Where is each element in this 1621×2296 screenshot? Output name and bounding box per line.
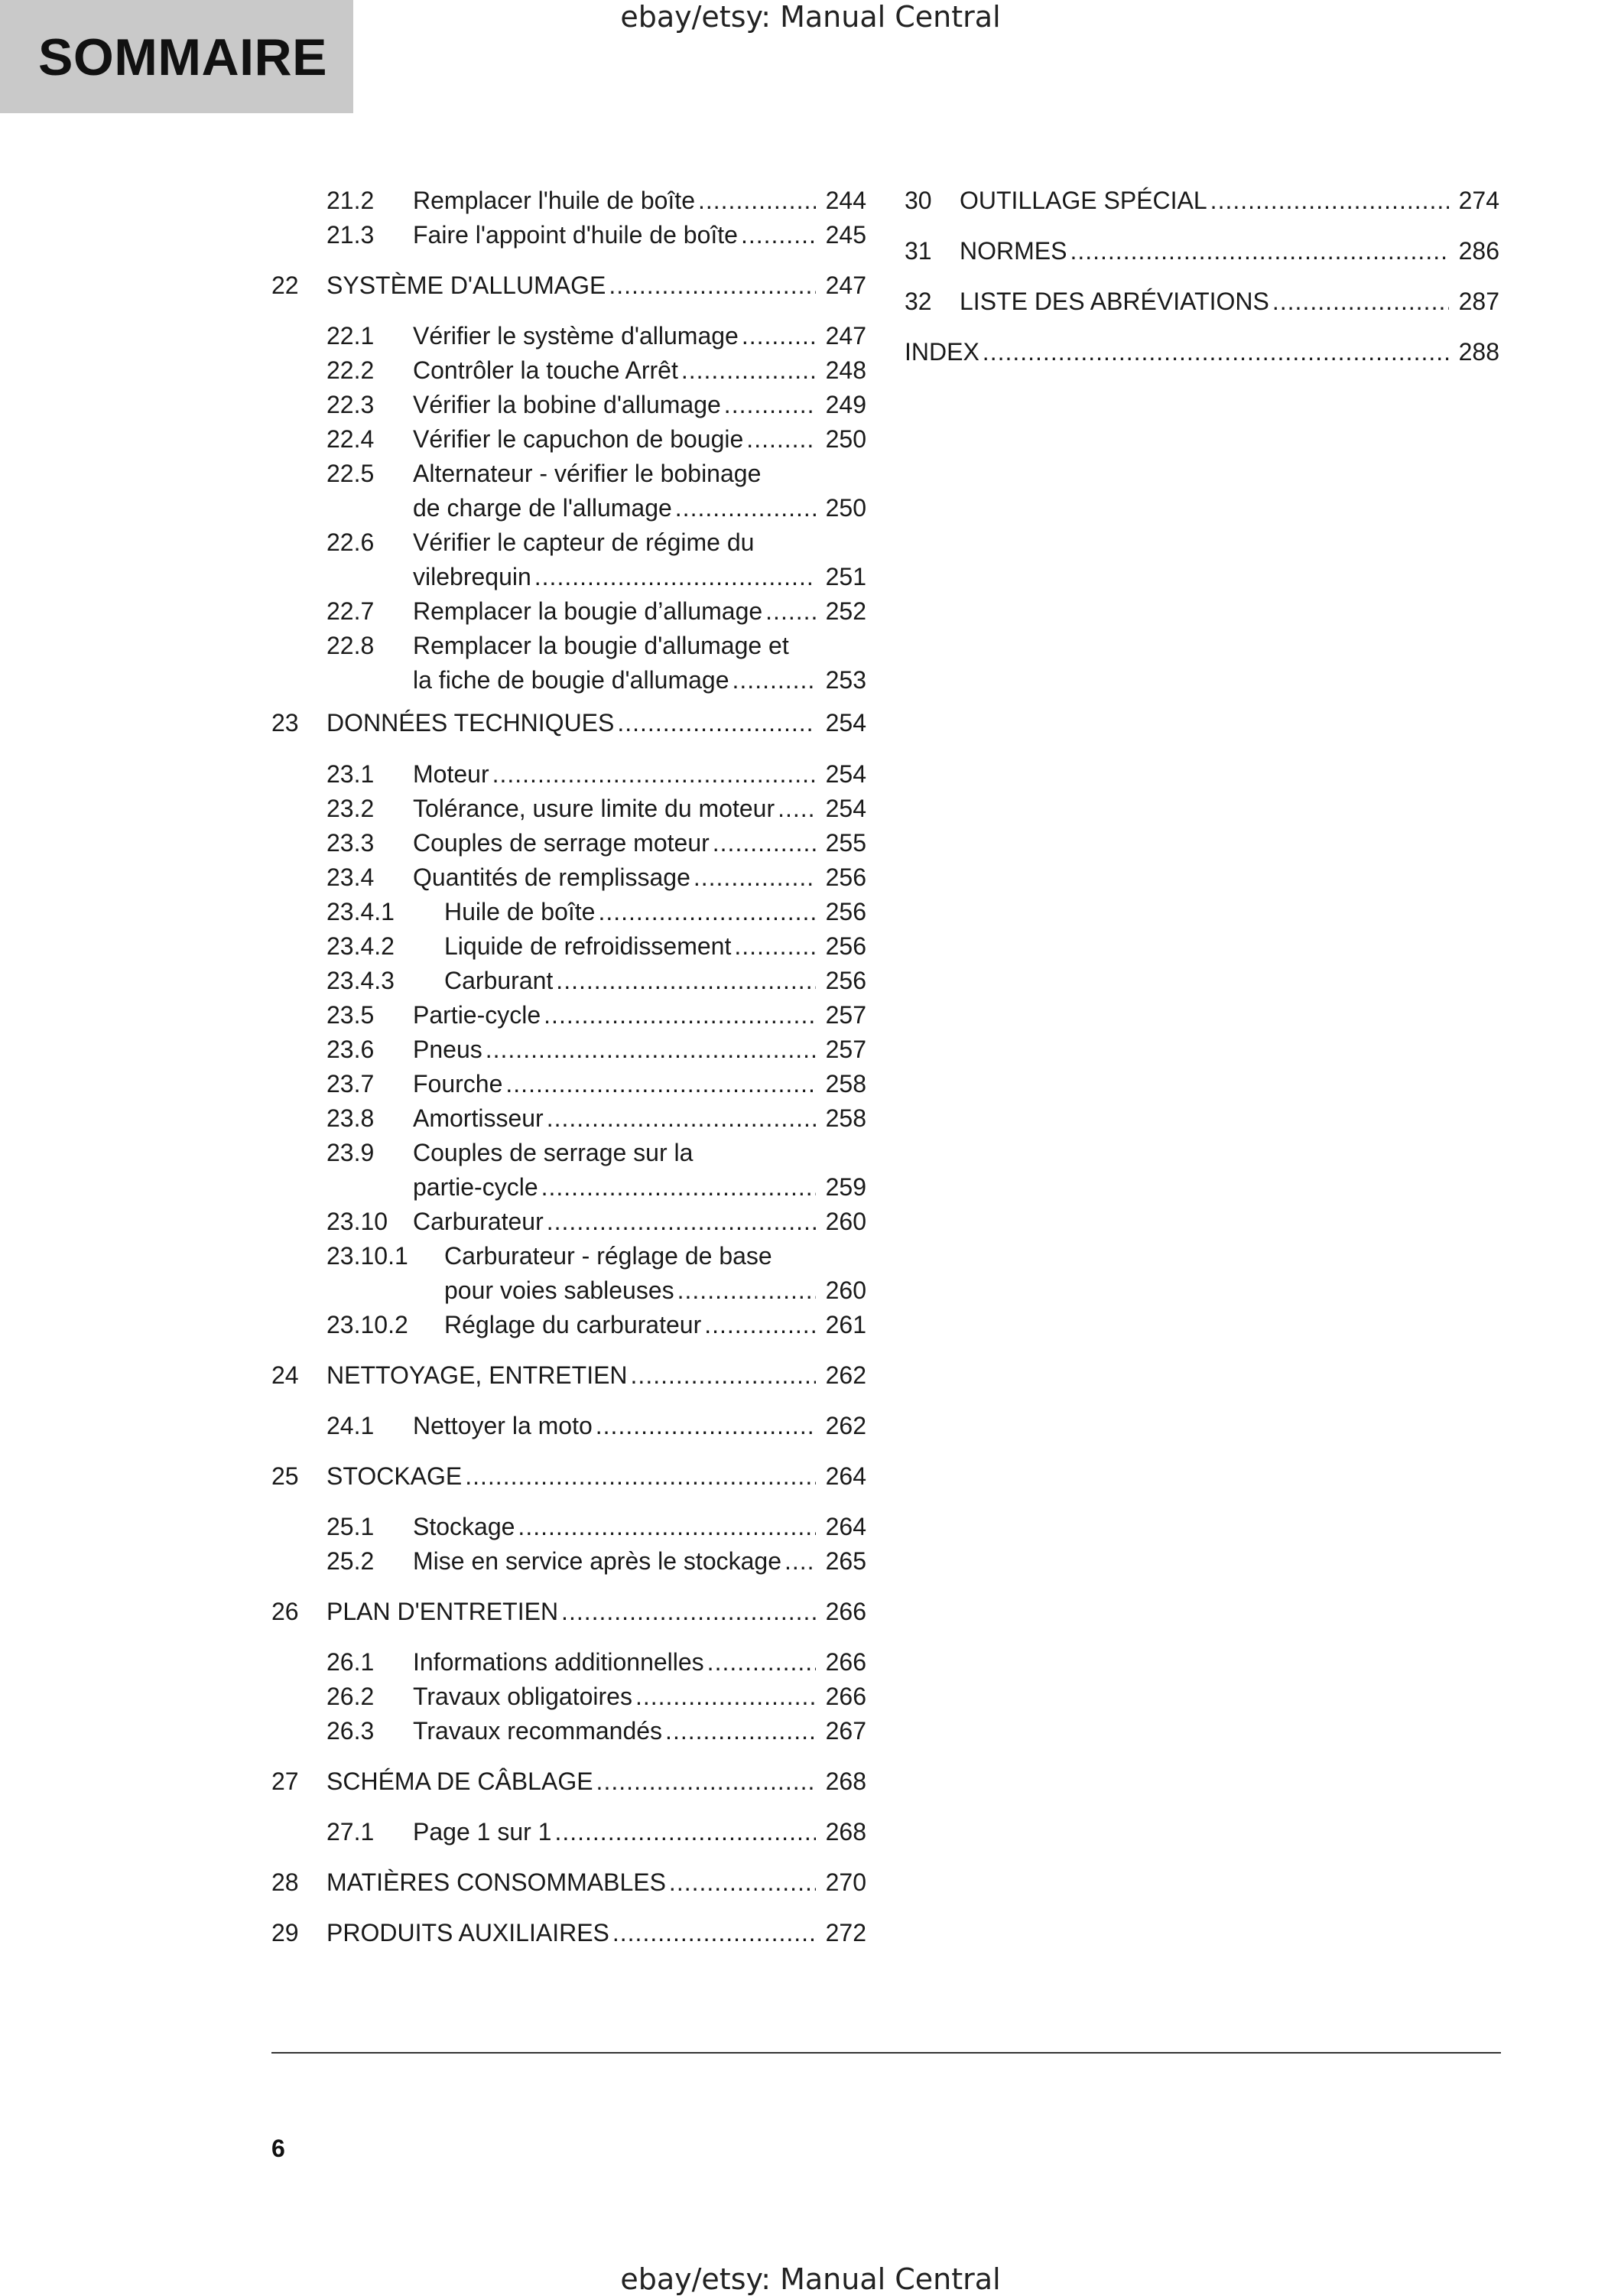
toc-entry-number: 25.1 bbox=[326, 1513, 375, 1540]
toc-entry-title-area bbox=[444, 1239, 866, 1308]
toc-entry-title: Réglage du carburateur bbox=[444, 1311, 702, 1338]
dot-leader bbox=[505, 1067, 816, 1101]
footer-watermark: ebay/etsy: Manual Central bbox=[620, 2262, 1001, 2296]
dot-leader bbox=[707, 1645, 816, 1680]
toc-entry-number: 26.2 bbox=[326, 1683, 375, 1710]
toc-entry-number: 23.5 bbox=[326, 1001, 375, 1029]
dot-leader bbox=[1210, 184, 1449, 218]
toc-entry-line bbox=[413, 1645, 866, 1680]
toc-entry-number: 23.2 bbox=[326, 795, 375, 822]
toc-entry-title-area bbox=[444, 1308, 866, 1342]
toc-entry-page: 257 bbox=[825, 1036, 866, 1063]
toc-entry-title-area bbox=[326, 706, 866, 740]
toc-entry-title-area bbox=[413, 1067, 866, 1101]
toc-entry-title-area bbox=[413, 1033, 866, 1067]
toc-entry-line bbox=[444, 1273, 866, 1308]
toc-entry-title-area bbox=[413, 757, 866, 792]
toc-entry-page: 265 bbox=[825, 1547, 866, 1575]
dot-leader bbox=[547, 1205, 816, 1239]
toc-entry-page: 266 bbox=[825, 1598, 866, 1625]
toc-entry-title-area bbox=[413, 457, 866, 525]
toc-entry-line bbox=[326, 1916, 866, 1950]
dot-leader bbox=[675, 491, 816, 525]
toc-entry-title-area bbox=[413, 353, 866, 388]
toc-entry-page: 272 bbox=[825, 1919, 866, 1946]
toc-entry-title-area bbox=[326, 1595, 866, 1629]
toc-entry-title-area bbox=[960, 285, 1499, 319]
dot-leader bbox=[609, 268, 816, 303]
dot-leader bbox=[785, 1544, 816, 1579]
dot-leader bbox=[724, 388, 816, 422]
dot-leader bbox=[554, 1815, 816, 1849]
dot-leader bbox=[631, 1358, 816, 1393]
toc-entry-line bbox=[413, 860, 866, 895]
dot-leader bbox=[742, 319, 816, 353]
toc-entry-line bbox=[413, 1815, 866, 1849]
toc-entry-title: Contrôler la touche Arrêt bbox=[413, 356, 678, 384]
toc-entry-page: 256 bbox=[825, 898, 866, 925]
toc-entry-line bbox=[413, 1170, 866, 1205]
dot-leader bbox=[596, 1409, 816, 1443]
dot-leader bbox=[612, 1916, 816, 1950]
toc-entry-number: 26 bbox=[271, 1598, 299, 1625]
toc-entry-title: Tolérance, usure limite du moteur bbox=[413, 795, 775, 822]
dot-leader bbox=[465, 1459, 816, 1494]
toc-entry-page: 259 bbox=[825, 1173, 866, 1201]
toc-entry-line bbox=[326, 706, 866, 740]
toc-entry-page: 268 bbox=[825, 1768, 866, 1795]
dot-leader bbox=[665, 1714, 816, 1748]
toc-entry-number: 24.1 bbox=[326, 1412, 375, 1439]
toc-entry-title-area bbox=[413, 792, 866, 826]
toc-entry-number: 30 bbox=[905, 187, 932, 214]
toc-entry-line bbox=[444, 964, 866, 998]
toc-entry-page: 250 bbox=[825, 425, 866, 453]
toc-entry-line bbox=[413, 1101, 866, 1136]
toc-entry-title-area bbox=[413, 422, 866, 457]
toc-entry-number: 23.10.1 bbox=[326, 1242, 408, 1270]
toc-entry-title: Amortisseur bbox=[413, 1104, 544, 1132]
toc-entry-page: 287 bbox=[1458, 288, 1499, 315]
toc-entry-page: 248 bbox=[825, 356, 866, 384]
toc-entry-title-area bbox=[413, 319, 866, 353]
toc-entry-page: 254 bbox=[825, 795, 866, 822]
toc-entry-title-area bbox=[413, 998, 866, 1033]
toc-entry-number: 23.4.1 bbox=[326, 898, 395, 925]
toc-entry-number: 23 bbox=[271, 709, 299, 737]
dot-leader bbox=[677, 1273, 816, 1308]
toc-entry-title: Quantités de remplissage bbox=[413, 863, 690, 891]
toc-entry-title: Vérifier le capteur de régime du bbox=[413, 528, 755, 556]
toc-entry-page: 257 bbox=[825, 1001, 866, 1029]
dot-leader bbox=[765, 594, 816, 629]
toc-entry-title-area bbox=[413, 1409, 866, 1443]
toc-entry-page: 258 bbox=[825, 1104, 866, 1132]
dot-leader bbox=[983, 335, 1449, 369]
toc-entry-page: 267 bbox=[825, 1717, 866, 1745]
toc-entry-page: 256 bbox=[825, 932, 866, 960]
toc-entry-line bbox=[413, 629, 866, 663]
toc-entry-line bbox=[413, 1714, 866, 1748]
toc-entry-page: 274 bbox=[1458, 187, 1499, 214]
toc-entry-title-area bbox=[413, 184, 866, 218]
toc-entry-number: 23.10 bbox=[326, 1208, 388, 1235]
toc-entry-title-area bbox=[413, 218, 866, 252]
toc-entry-number: 23.4.2 bbox=[326, 932, 395, 960]
toc-entry-title: PRODUITS AUXILIAIRES bbox=[326, 1919, 609, 1946]
toc-entry-number: 22.2 bbox=[326, 356, 375, 384]
toc-entry-number: 25 bbox=[271, 1462, 299, 1490]
toc-entry-page: 262 bbox=[825, 1412, 866, 1439]
toc-entry-title-area bbox=[326, 1459, 866, 1494]
dot-leader bbox=[596, 1764, 816, 1799]
dot-leader bbox=[698, 184, 816, 218]
dot-leader bbox=[617, 706, 816, 740]
toc-entry-page: 254 bbox=[825, 709, 866, 737]
toc-entry-title: STOCKAGE bbox=[326, 1462, 463, 1490]
toc-entry-line bbox=[326, 1358, 866, 1393]
toc-entry-title: Couples de serrage sur la bbox=[413, 1139, 694, 1166]
toc-entry-page: 266 bbox=[825, 1683, 866, 1710]
toc-entry-line bbox=[413, 826, 866, 860]
toc-entry-page: 288 bbox=[1458, 338, 1499, 366]
toc-entry-page: 254 bbox=[825, 760, 866, 788]
toc-entry-page: 251 bbox=[825, 563, 866, 590]
dot-leader bbox=[713, 826, 816, 860]
toc-entry-page: 255 bbox=[825, 829, 866, 857]
toc-entry-line bbox=[413, 1033, 866, 1067]
toc-entry-number: 23.1 bbox=[326, 760, 375, 788]
toc-entry-title-area bbox=[413, 1101, 866, 1136]
toc-entry-line bbox=[444, 1308, 866, 1342]
dot-leader bbox=[704, 1308, 816, 1342]
toc-entry-title: de charge de l'allumage bbox=[413, 494, 672, 522]
toc-entry-title: NORMES bbox=[960, 237, 1067, 265]
toc-entry-title-area bbox=[413, 1714, 866, 1748]
toc-entry-title-area bbox=[326, 1764, 866, 1799]
toc-entry-line bbox=[413, 1409, 866, 1443]
toc-entry-number: 24 bbox=[271, 1361, 299, 1389]
footer-divider bbox=[271, 2052, 1501, 2054]
dot-leader bbox=[681, 353, 816, 388]
toc-entry-number: 21.3 bbox=[326, 221, 375, 249]
toc-entry-title: Faire l'appoint d'huile de boîte bbox=[413, 221, 738, 249]
toc-entry-title-area bbox=[444, 895, 866, 929]
toc-entry-title-area bbox=[444, 964, 866, 998]
toc-entry-line bbox=[413, 998, 866, 1033]
toc-entry-title: Travaux obligatoires bbox=[413, 1683, 632, 1710]
toc-entry-title-area bbox=[326, 1865, 866, 1900]
dot-leader bbox=[556, 964, 816, 998]
toc-entry-number: 22.6 bbox=[326, 528, 375, 556]
toc-entry-line bbox=[413, 388, 866, 422]
toc-entry-line bbox=[905, 335, 1499, 369]
toc-entry-page: 261 bbox=[825, 1311, 866, 1338]
toc-entry-line bbox=[413, 663, 866, 698]
toc-entry-title-area bbox=[413, 1815, 866, 1849]
toc-entry-line bbox=[413, 457, 866, 491]
dot-leader bbox=[733, 663, 816, 698]
dot-leader bbox=[492, 757, 816, 792]
toc-entry-title: Huile de boîte bbox=[444, 898, 596, 925]
toc-entry-title-area bbox=[326, 268, 866, 303]
toc-entry-number: 23.10.2 bbox=[326, 1311, 408, 1338]
toc-entry-title: NETTOYAGE, ENTRETIEN bbox=[326, 1361, 628, 1389]
toc-entry-title: Carburateur - réglage de base bbox=[444, 1242, 772, 1270]
toc-entry-number: 29 bbox=[271, 1919, 299, 1946]
toc-entry-number: 27 bbox=[271, 1768, 299, 1795]
dot-leader bbox=[635, 1680, 816, 1714]
toc-entry-page: 247 bbox=[825, 272, 866, 299]
toc-entry-line bbox=[413, 491, 866, 525]
toc-entry-title: Informations additionnelles bbox=[413, 1648, 704, 1676]
toc-entry-title: Vérifier le système d'allumage bbox=[413, 322, 739, 350]
toc-entry-title-area bbox=[905, 335, 1499, 369]
toc-entry-title: Moteur bbox=[413, 760, 489, 788]
toc-entry-title: Partie-cycle bbox=[413, 1001, 541, 1029]
dot-leader bbox=[518, 1510, 816, 1544]
toc-entry-number: 22 bbox=[271, 272, 299, 299]
toc-entry-title: vilebrequin bbox=[413, 563, 531, 590]
toc-entry-number: 26.1 bbox=[326, 1648, 375, 1676]
toc-entry-page: 245 bbox=[825, 221, 866, 249]
toc-entry-page: 286 bbox=[1458, 237, 1499, 265]
toc-entry-title-area bbox=[444, 929, 866, 964]
toc-entry-page: 256 bbox=[825, 863, 866, 891]
toc-entry-title-area bbox=[413, 1544, 866, 1579]
toc-entry-number: 28 bbox=[271, 1868, 299, 1896]
toc-entry-number: 22.8 bbox=[326, 632, 375, 659]
toc-entry-line bbox=[413, 1136, 866, 1170]
dot-leader bbox=[541, 1170, 816, 1205]
toc-entry-title: Remplacer la bougie d’allumage bbox=[413, 597, 763, 625]
toc-entry-line bbox=[413, 594, 866, 629]
dot-leader bbox=[741, 218, 816, 252]
toc-entry-page: 270 bbox=[825, 1868, 866, 1896]
toc-entry-title: INDEX bbox=[905, 338, 979, 366]
toc-entry-number: 23.4.3 bbox=[326, 967, 395, 994]
toc-entry-page: 264 bbox=[825, 1513, 866, 1540]
toc-entry-page: 247 bbox=[825, 322, 866, 350]
header-watermark: ebay/etsy: Manual Central bbox=[620, 0, 1001, 34]
dot-leader bbox=[746, 422, 816, 457]
toc-entry-line bbox=[413, 218, 866, 252]
dot-leader bbox=[694, 860, 816, 895]
toc-entry-line bbox=[413, 422, 866, 457]
dot-leader bbox=[778, 792, 816, 826]
toc-entry-line bbox=[413, 757, 866, 792]
toc-entry-number: 23.8 bbox=[326, 1104, 375, 1132]
toc-entry-number: 25.2 bbox=[326, 1547, 375, 1575]
toc-entry-page: 262 bbox=[825, 1361, 866, 1389]
toc-entry-title-area bbox=[960, 184, 1499, 218]
toc-entry-title: DONNÉES TECHNIQUES bbox=[326, 709, 615, 737]
toc-entry-number: 22.4 bbox=[326, 425, 375, 453]
toc-entry-title: Stockage bbox=[413, 1513, 515, 1540]
toc-entry-title-area bbox=[413, 388, 866, 422]
toc-entry-line bbox=[413, 1510, 866, 1544]
toc-entry-page: 260 bbox=[825, 1208, 866, 1235]
toc-entry-line bbox=[444, 895, 866, 929]
toc-entry-number: 23.4 bbox=[326, 863, 375, 891]
toc-entry-title: LISTE DES ABRÉVIATIONS bbox=[960, 288, 1269, 315]
toc-entry-title-area bbox=[413, 826, 866, 860]
toc-entry-page: 260 bbox=[825, 1276, 866, 1304]
dot-leader bbox=[534, 560, 816, 594]
toc-entry-title: Mise en service après le stockage bbox=[413, 1547, 781, 1575]
toc-entry-number: 32 bbox=[905, 288, 932, 315]
toc-entry-line bbox=[413, 1680, 866, 1714]
toc-entry-line bbox=[326, 1459, 866, 1494]
toc-entry-page: 249 bbox=[825, 391, 866, 418]
toc-entry-line bbox=[413, 560, 866, 594]
toc-entry-line bbox=[413, 1544, 866, 1579]
toc-entry-line bbox=[413, 184, 866, 218]
toc-entry-title-area bbox=[413, 594, 866, 629]
toc-entry-page: 252 bbox=[825, 597, 866, 625]
toc-entry-title-area bbox=[326, 1916, 866, 1950]
dot-leader bbox=[561, 1595, 816, 1629]
toc-entry-title: OUTILLAGE SPÉCIAL bbox=[960, 187, 1207, 214]
toc-entry-title: Nettoyer la moto bbox=[413, 1412, 593, 1439]
toc-entry-line bbox=[444, 1239, 866, 1273]
dot-leader bbox=[669, 1865, 816, 1900]
toc-entry-line bbox=[413, 525, 866, 560]
toc-entry-number: 26.3 bbox=[326, 1717, 375, 1745]
toc-entry-title-area bbox=[960, 234, 1499, 268]
toc-entry-line bbox=[326, 268, 866, 303]
toc-entry-page: 264 bbox=[825, 1462, 866, 1490]
toc-entry-line bbox=[326, 1865, 866, 1900]
dot-leader bbox=[544, 998, 816, 1033]
toc-entry-title: Carburant bbox=[444, 967, 554, 994]
dot-leader bbox=[598, 895, 816, 929]
toc-entry-line bbox=[413, 1067, 866, 1101]
toc-entry-title-area bbox=[413, 1680, 866, 1714]
toc-entry-page: 250 bbox=[825, 494, 866, 522]
toc-entry-title-area bbox=[413, 1645, 866, 1680]
toc-entry-number: 27.1 bbox=[326, 1818, 375, 1846]
toc-entry-line bbox=[960, 184, 1499, 218]
toc-entry-number: 23.6 bbox=[326, 1036, 375, 1063]
toc-entry-title: PLAN D'ENTRETIEN bbox=[326, 1598, 559, 1625]
toc-entry-title: Remplacer l'huile de boîte bbox=[413, 187, 695, 214]
toc-entry-page: 268 bbox=[825, 1818, 866, 1846]
toc-entry-title-area bbox=[413, 629, 866, 698]
toc-entry-title: Page 1 sur 1 bbox=[413, 1818, 552, 1846]
toc-entry-title: Alternateur - vérifier le bobinage bbox=[413, 460, 762, 487]
toc-entry-line bbox=[413, 792, 866, 826]
toc-entry-line bbox=[413, 1205, 866, 1239]
toc-entry-title: Couples de serrage moteur bbox=[413, 829, 710, 857]
toc-entry-line bbox=[326, 1595, 866, 1629]
toc-entry-title: SCHÉMA DE CÂBLAGE bbox=[326, 1768, 593, 1795]
toc-entry-title: MATIÈRES CONSOMMABLES bbox=[326, 1868, 666, 1896]
toc-entry-title: la fiche de bougie d'allumage bbox=[413, 666, 729, 694]
toc-entry-title-area bbox=[413, 1510, 866, 1544]
toc-entry-title-area bbox=[413, 860, 866, 895]
toc-entry-number: 23.9 bbox=[326, 1139, 375, 1166]
toc-entry-title: pour voies sableuses bbox=[444, 1276, 674, 1304]
toc-entry-line bbox=[413, 319, 866, 353]
toc-entry-number: 23.7 bbox=[326, 1070, 375, 1098]
toc-entry-title: Travaux recommandés bbox=[413, 1717, 663, 1745]
toc-entry-page: 253 bbox=[825, 666, 866, 694]
toc-entry-title-area bbox=[413, 525, 866, 594]
toc-entry-title: partie-cycle bbox=[413, 1173, 538, 1201]
toc-entry-title: SYSTÈME D'ALLUMAGE bbox=[326, 272, 606, 299]
toc-entry-line bbox=[413, 353, 866, 388]
toc-entry-line bbox=[444, 929, 866, 964]
toc-entry-title: Vérifier la bobine d'allumage bbox=[413, 391, 721, 418]
section-title: SOMMAIRE bbox=[38, 28, 327, 86]
dot-leader bbox=[547, 1101, 816, 1136]
toc-entry-number: 21.2 bbox=[326, 187, 375, 214]
toc-entry-number: 22.3 bbox=[326, 391, 375, 418]
toc-entry-title: Liquide de refroidissement bbox=[444, 932, 732, 960]
toc-entry-title: Vérifier le capuchon de bougie bbox=[413, 425, 744, 453]
toc-entry-title-area bbox=[413, 1136, 866, 1205]
toc-entry-number: 22.1 bbox=[326, 322, 375, 350]
toc-entry-number: 22.5 bbox=[326, 460, 375, 487]
page-number: 6 bbox=[271, 2135, 285, 2162]
dot-leader bbox=[1070, 234, 1449, 268]
toc-entry-title-area bbox=[413, 1205, 866, 1239]
toc-entry-title-area bbox=[326, 1358, 866, 1393]
toc-entry-number: 31 bbox=[905, 237, 932, 265]
toc-entry-page: 256 bbox=[825, 967, 866, 994]
toc-entry-page: 258 bbox=[825, 1070, 866, 1098]
toc-entry-title: Fourche bbox=[413, 1070, 503, 1098]
toc-entry-title: Carburateur bbox=[413, 1208, 544, 1235]
toc-entry-number: 22.7 bbox=[326, 597, 375, 625]
toc-entry-line bbox=[326, 1764, 866, 1799]
toc-entry-title: Remplacer la bougie d'allumage et bbox=[413, 632, 789, 659]
toc-entry-line bbox=[960, 285, 1499, 319]
dot-leader bbox=[1272, 285, 1449, 319]
toc-entry-number: 23.3 bbox=[326, 829, 375, 857]
toc-entry-line bbox=[960, 234, 1499, 268]
dot-leader bbox=[734, 929, 816, 964]
toc-entry-page: 266 bbox=[825, 1648, 866, 1676]
toc-entry-title: Pneus bbox=[413, 1036, 482, 1063]
dot-leader bbox=[486, 1033, 816, 1067]
toc-entry-page: 244 bbox=[825, 187, 866, 214]
